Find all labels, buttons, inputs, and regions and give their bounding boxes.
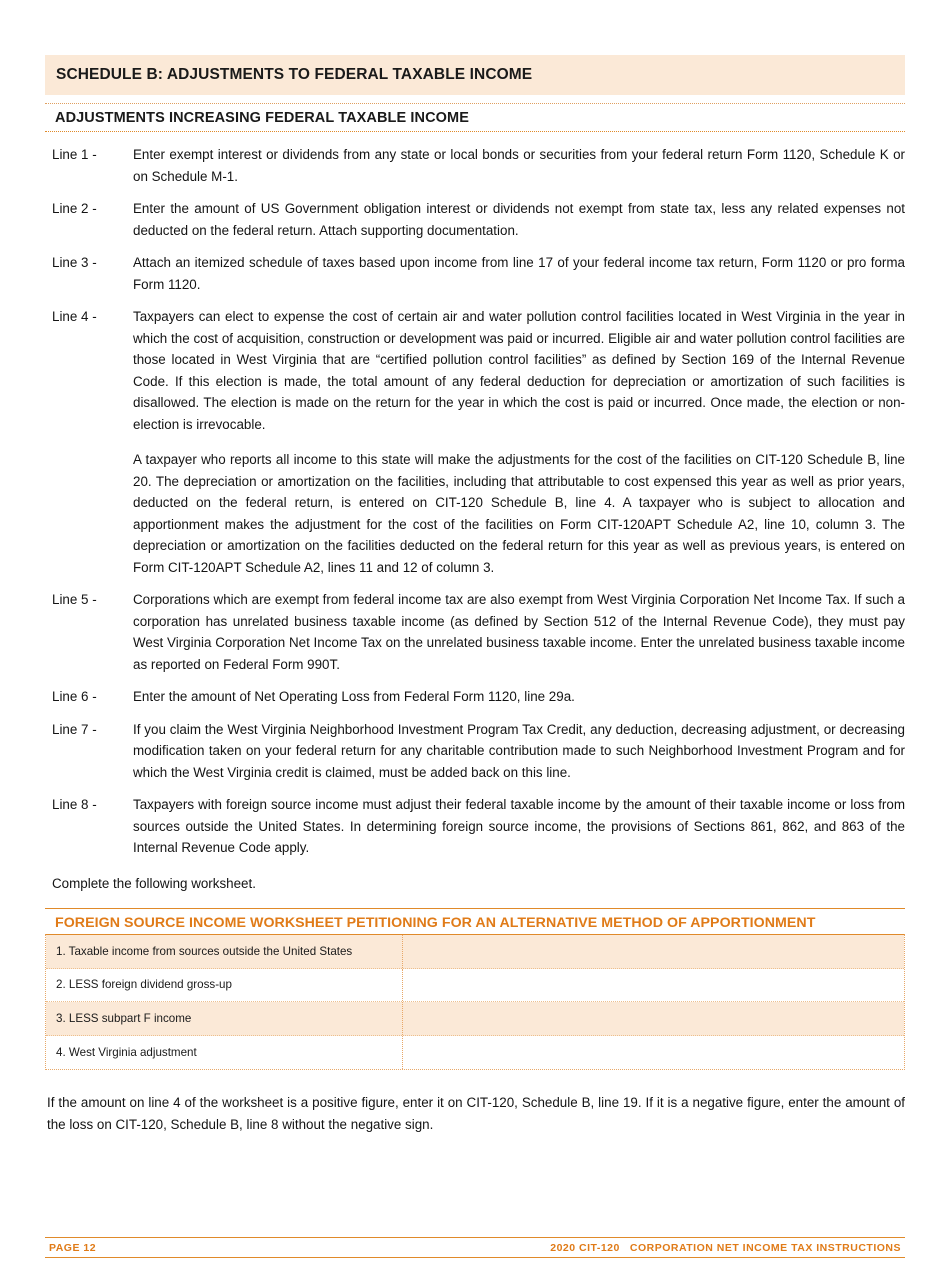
footer-page-number: PAGE 12 <box>49 1241 97 1254</box>
page-footer <box>45 1237 905 1258</box>
line-instruction-row <box>45 252 905 295</box>
line-instruction-row <box>45 589 905 675</box>
line-instruction-paragraph: Enter the amount of US Government obligation interest or dividends not exempt from state tax, less any related expenses not deducted on the federal return. Attach supporting documentation. <box>133 201 905 238</box>
worksheet-title-block <box>45 908 905 934</box>
line-instruction-row <box>45 306 905 578</box>
section-heading-block <box>45 103 905 132</box>
worksheet-row-label: 1. Taxable income from sources outside the United States <box>46 935 403 968</box>
footer-doc-label: CORPORATION NET INCOME TAX INSTRUCTIONS <box>629 1241 901 1254</box>
schedule-banner-title: SCHEDULE B: ADJUSTMENTS TO FEDERAL TAXABLE INCOME <box>56 66 533 83</box>
line-instruction-row <box>45 794 905 859</box>
section-heading: ADJUSTMENTS INCREASING FEDERAL TAXABLE INCOME <box>55 110 470 126</box>
line-instruction-body <box>133 144 905 187</box>
line-instruction-label: Line 1 - <box>52 147 97 162</box>
line-instruction-body <box>133 306 905 578</box>
worksheet-row-value-field[interactable] <box>403 1036 904 1070</box>
line-instruction-label: Line 8 - <box>52 797 97 812</box>
worksheet-row-value-field[interactable] <box>403 935 904 968</box>
line-instruction-label: Line 3 - <box>52 255 97 270</box>
closing-paragraph: If the amount on line 4 of the worksheet is a positive figure, enter it on CIT-120, Schedule B, line 19. If it is a negative figure, enter the amount of the loss on CIT-120, Schedule B, line 8 without the negative sign. <box>47 1095 905 1132</box>
line-instruction-body <box>133 198 905 241</box>
line-instruction-label: Line 6 - <box>52 689 97 704</box>
worksheet-row-value-field[interactable] <box>403 969 904 1002</box>
schedule-banner <box>45 55 905 95</box>
worksheet-row-value-field[interactable] <box>403 1002 904 1035</box>
line-instruction-body <box>133 719 905 784</box>
line-instruction-paragraph: A taxpayer who reports all income to this state will make the adjustments for the cost of the facilities on CIT-120 Schedule B, line 20. The depreciation or amortization on the facilities, including that attributable to cost expensed this year as well as prior years, deducted on the federal return, is entered on CIT-120 Schedule B, line 4. A taxpayer who is subject to allocation and apportionment makes the adjustment for the cost of the facilities on Form CIT-120APT Schedule A2, line 10, column 3. The depreciation or amortization on the facilities deducted on the federal return for this year as well as previous years, is entered on Form CIT-120APT Schedule A2, lines 11 and 12 of column 3. <box>133 452 905 575</box>
worksheet-row <box>46 935 904 969</box>
footer-form-label: 2020 CIT-120 <box>550 1241 620 1254</box>
worksheet-row <box>46 969 904 1003</box>
document-page <box>0 55 950 1285</box>
footer-document-title <box>550 1242 901 1254</box>
line-instruction-paragraph: Enter exempt interest or dividends from any state or local bonds or securities from your federal return Form 1120, Schedule K or on Schedule M-1. <box>133 147 905 184</box>
line-instruction-paragraph: Attach an itemized schedule of taxes based upon income from line 17 of your federal income tax return, Form 1120 or pro forma Form 1120. <box>133 255 905 292</box>
line-instruction-body <box>133 686 905 708</box>
worksheet-row-label: 3. LESS subpart F income <box>46 1002 403 1035</box>
line-instruction-paragraph: Taxpayers can elect to expense the cost of certain air and water pollution control facilities located in West Virginia in the year in which the cost of acquisition, construction or development was paid or incurred. Eligible air and water pollution control facilities are those located in West Virginia that are “certified pollution control facilities” as defined by Section 169 of the Internal Revenue Code. If this election is made, the total amount of any federal deduction for depreciation or amortization of such facilities is disallowed. The election is made on the return for the year in which the cost is paid or incurred. Once made, the election or non-election is irrevocable. <box>133 309 905 432</box>
worksheet-row-label: 4. West Virginia adjustment <box>46 1036 403 1070</box>
worksheet-intro-text: Complete the following worksheet. <box>52 875 256 891</box>
line-instruction-label: Line 7 - <box>52 721 97 737</box>
worksheet-table <box>45 934 905 1070</box>
worksheet-row-label: 2. LESS foreign dividend gross-up <box>46 969 403 1002</box>
worksheet-row <box>46 1002 904 1036</box>
line-instruction-label: Line 5 - <box>52 592 97 607</box>
line-instruction-body <box>133 252 905 295</box>
line-instruction-body <box>133 589 905 675</box>
line-instructions-list <box>45 144 905 859</box>
line-instruction-paragraph: If you claim the West Virginia Neighborhood Investment Program Tax Credit, any deduction, decreasing adjustment, or decreasing modification taken on your federal return for any charitable contribution made to such Neighborhood Investment Program and for which the West Virginia credit is claimed, must be added back on this line. <box>133 721 905 780</box>
line-instruction-label: Line 4 - <box>52 309 97 324</box>
foreign-source-income-worksheet <box>45 908 905 1070</box>
line-instruction-row <box>45 719 905 784</box>
worksheet-row <box>46 1036 904 1070</box>
line-instruction-paragraph: Enter the amount of Net Operating Loss from Federal Form 1120, line 29a. <box>133 689 575 704</box>
line-instruction-row <box>45 686 905 708</box>
worksheet-title: FOREIGN SOURCE INCOME WORKSHEET PETITIONING FOR AN ALTERNATIVE METHOD OF APPORTIONMENT <box>55 915 816 931</box>
line-instruction-row <box>45 198 905 241</box>
line-instruction-row <box>45 144 905 187</box>
line-instruction-paragraph: Taxpayers with foreign source income must adjust their federal taxable income by the amount of their taxable income or loss from sources outside the United States. In determining foreign source income, the provisions of Sections 861, 862, and 863 of the Internal Revenue Code apply. <box>133 797 905 855</box>
line-instruction-body <box>133 794 905 859</box>
line-instruction-label: Line 2 - <box>52 201 97 216</box>
line-instruction-paragraph: Corporations which are exempt from federal income tax are also exempt from West Virginia Corporation Net Income Tax. If such a corporation has unrelated business taxable income (as defined by Section 512 of the Internal Revenue Code), they must pay West Virginia Corporation Net Income Tax on the unrelated business taxable income. Enter the unrelated business taxable income as reported on Federal Form 990T. <box>133 592 905 672</box>
